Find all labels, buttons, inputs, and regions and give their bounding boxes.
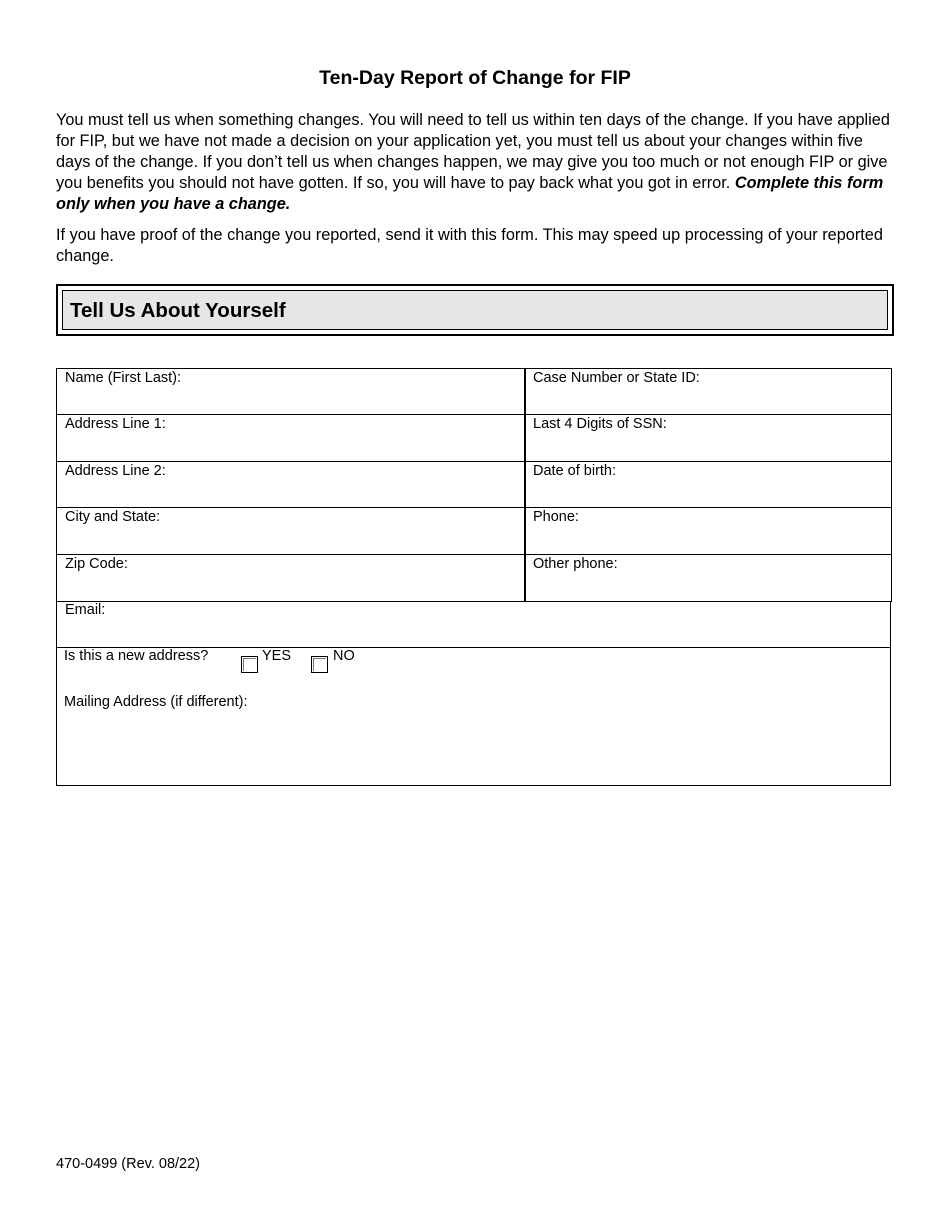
email-label: Email: <box>65 602 106 618</box>
ssn-last4-label: Last 4 Digits of SSN: <box>533 416 667 432</box>
other-phone-cell <box>524 554 892 602</box>
intro-paragraph-1 <box>56 110 896 215</box>
address-line1-field[interactable] <box>65 437 515 457</box>
section-header-box <box>56 284 894 336</box>
address-line2-field[interactable] <box>65 484 515 504</box>
address-change-cell <box>56 647 891 786</box>
address-line1-label: Address Line 1: <box>65 416 166 432</box>
other-phone-field[interactable] <box>533 577 883 597</box>
form-title: Ten-Day Report of Change for FIP <box>319 67 631 89</box>
intro-text: You must tell us when something changes. You will need to tell us within ten days of the change. If you have applied for FIP, but we have not made a decision on your application yet, you must tell us about your changes within five days of the change. If you don’t tell us when changes happen, we may give you too much or not enough FIP or give you benefits you should not have gotten. If so, you will have to pay back what you got in error. <box>56 111 890 192</box>
mailing-address-field[interactable] <box>65 724 880 780</box>
phone-cell <box>524 507 892 555</box>
email-field[interactable] <box>65 624 880 644</box>
mailing-address-label: Mailing Address (if different): <box>64 694 248 710</box>
other-phone-label: Other phone: <box>533 556 618 572</box>
name-label: Name (First Last): <box>65 370 182 386</box>
dob-label: Date of birth: <box>533 463 617 479</box>
case-number-field[interactable] <box>533 391 883 411</box>
email-cell <box>56 601 891 648</box>
dob-field[interactable] <box>533 484 883 504</box>
yes-label: YES <box>262 648 292 664</box>
section-header-fill <box>62 290 888 330</box>
city-state-label: City and State: <box>65 509 161 525</box>
yes-checkbox[interactable] <box>241 656 258 673</box>
form-number: 470-0499 (Rev. 08/22) <box>56 1156 201 1172</box>
no-checkbox[interactable] <box>311 656 328 673</box>
dob-cell <box>524 461 892 508</box>
city-state-cell <box>56 507 526 555</box>
case-number-label: Case Number or State ID: <box>533 370 700 386</box>
address-line1-cell <box>56 414 526 462</box>
case-number-cell <box>524 368 892 415</box>
new-address-question: Is this a new address? <box>64 648 209 664</box>
ssn-cell <box>524 414 892 462</box>
intro-emphasis: Complete this form only when you have a change. <box>56 174 884 213</box>
ssn-last4-field[interactable] <box>533 437 883 457</box>
no-label: NO <box>333 648 355 664</box>
city-state-field[interactable] <box>65 530 515 550</box>
name-cell <box>56 368 526 415</box>
intro-paragraph-2: If you have proof of the change you reported, send it with this form. This may speed up processing of your reported change. <box>56 226 883 265</box>
phone-label: Phone: <box>533 509 579 525</box>
zip-label: Zip Code: <box>65 556 128 572</box>
address-line2-label: Address Line 2: <box>65 463 166 479</box>
zip-field[interactable] <box>65 577 515 597</box>
address-line2-cell <box>56 461 526 508</box>
name-field[interactable] <box>65 391 515 411</box>
phone-field[interactable] <box>533 530 883 550</box>
zip-cell <box>56 554 526 602</box>
section-heading: Tell Us About Yourself <box>70 299 286 322</box>
